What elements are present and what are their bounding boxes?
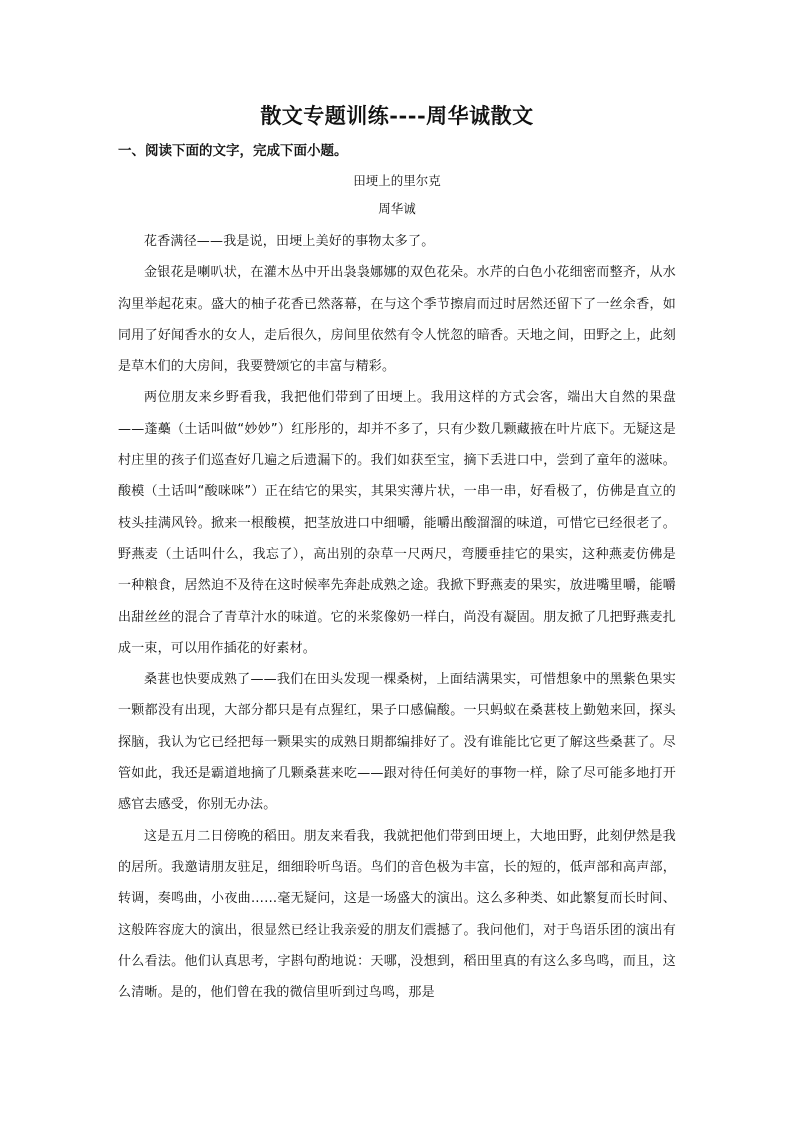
- paragraph: 这是五月二日傍晚的稻田。朋友来看我，我就把他们带到田埂上，大地田野，此刻伊然是我的居所。我邀请朋友驻足，细细聆听鸟语。鸟们的音色极为丰富，长的短的，低声部和高声部，转调，奏鸣曲，小夜曲……毫无疑问，这是一场盛大的演出。这么多种类、如此繁复而长时间、这般阵容庞大的演出，很显然已经让我亲爱的朋友们震撼了。我问他们，对于鸟语乐团的演出有什么看法。他们认真思考，字斟句酌地说：天哪，没想到，稻田里真的有这么多鸟鸣，而且，这么清晰。是的，他们曾在我的微信里听到过鸟鸣，那是: [118, 828, 676, 1001]
- document-title: 散文专题训练----周华诚散文: [260, 103, 534, 128]
- paragraph: 两位朋友来乡野看我，我把他们带到了田埂上。我用这样的方式会客，端出大自然的果盘——蓬蘽（土话叫做“妙妙”）红彤彤的，却并不多了，只有少数几颗藏掖在叶片底下。无疑这是村庄里的孩子们巡查好几遍之后遗漏下的。我们如获至宝，摘下丢进口中，尝到了童年的滋味。酸模（土话叫“酸咪咪”）正在结它的果实，其果实薄片状，一串一串，好看极了，仿佛是直立的枝头挂满风铃。掀来一根酸模，把茎放进口中细嚼，能嚼出酸溜溜的味道，可惜它已经很老了。野燕麦（土话叫什么，我忘了），高出别的杂草一尺两尺，弯腰垂挂它的果实，这种燕麦仿佛是一种粮食，居然迫不及待在这时候率先奔赴成熟之途。我掀下野燕麦的果实，放进嘴里嚼，能嚼出甜丝丝的混合了青草汁水的味道。它的米浆像奶一样白，尚没有凝固。朋友掀了几把野燕麦扎成一束，可以用作插花的好素材。: [118, 390, 676, 656]
- paragraph: 金银花是喇叭状，在灌木丛中开出袅袅娜娜的双色花朵。水芹的白色小花细密而整齐，从水沟里举起花束。盛大的柚子花香已然落幕，在与这个季节擦肩而过时居然还留下了一丝余香，如同用了好闻香水的女人，走后很久，房间里依然有令人恍忽的暗香。天地之间，田野之上，此刻是草木们的大房间，我要赞颂它的丰富与精彩。: [118, 265, 676, 375]
- paragraph: 花香满径——我是说，田埂上美好的事物太多了。: [144, 234, 435, 249]
- article-body: [118, 226, 676, 1008]
- paragraph: 桑葚也快要成熟了——我们在田头发现一棵桑树，上面结满果实，可惜想象中的黑紫色果实一颗都没有出现，大部分都只是有点猩红，果子口感偏酸。一只蚂蚁在桑葚枝上勤勉来回，探头探脑，我认为它已经把每一颗果实的成熟日期都编排好了。没有谁能比它更了解这些桑葚了。尽管如此，我还是霸道地摘了几颗桑葚来吃——跟对待任何美好的事物一样，除了尽可能多地打开感官去感受，你别无办法。: [118, 672, 676, 813]
- article-author: 周华诚: [378, 201, 416, 216]
- article-title: 田埂上的里尔克: [353, 173, 441, 188]
- question-instruction: 一、阅读下面的文字，完成下面小题。: [118, 143, 348, 159]
